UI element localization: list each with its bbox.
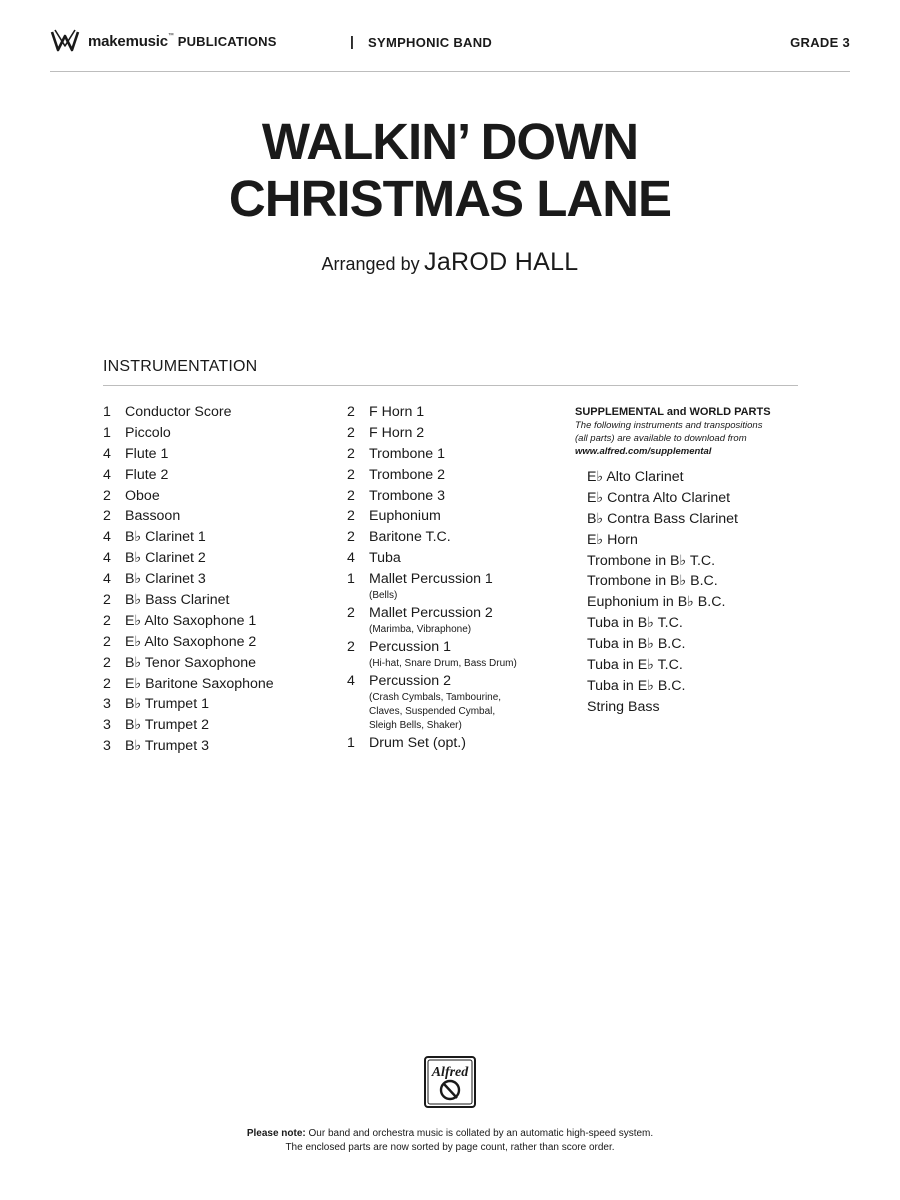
- instrument-name: B♭ Clarinet 2: [125, 550, 206, 567]
- supplemental-item: Trombone in B♭ T.C.: [587, 552, 716, 569]
- header-separator: |: [350, 33, 354, 49]
- supplemental-item: Euphonium in B♭ B.C.: [587, 594, 726, 611]
- instrument-quantity: 4: [103, 550, 111, 567]
- instrument-quantity: 1: [347, 571, 355, 588]
- note-line-1: Our band and orchestra music is collated by an automatic high-speed system.: [308, 1128, 654, 1139]
- instrument-row: [103, 676, 274, 693]
- instrument-name: Tuba: [369, 550, 401, 567]
- instrument-row: [103, 529, 274, 546]
- instrument-quantity: 2: [347, 466, 355, 483]
- page-title: [0, 113, 900, 227]
- instrument-row: [103, 738, 274, 755]
- supplemental-item: E♭ Horn: [587, 531, 638, 548]
- instrument-row: [103, 404, 274, 421]
- instrument-row: [347, 639, 517, 671]
- instrument-row: [103, 550, 274, 567]
- instrument-row: [103, 634, 274, 651]
- instrument-row: [347, 605, 517, 637]
- instrument-detail: (Crash Cymbals, Tambourine,: [369, 692, 502, 704]
- instrument-name: F Horn 1: [369, 404, 425, 420]
- instrument-row: [347, 404, 517, 421]
- instrument-row: [103, 488, 274, 505]
- instrument-row: [347, 529, 517, 546]
- supplemental-title: SUPPLEMENTAL and WORLD PARTS: [575, 406, 771, 418]
- instrument-quantity: 2: [347, 404, 355, 420]
- brand-name: makemusic™ PUBLICATIONS: [88, 33, 277, 50]
- instrument-quantity: 2: [103, 675, 111, 692]
- supplemental-url: www.alfred.com/supplemental: [575, 446, 712, 457]
- grade-label: GRADE 3: [790, 35, 850, 50]
- instrument-name: B♭ Trumpet 1: [125, 696, 209, 713]
- instrument-row: [347, 446, 517, 463]
- instrument-name: Piccolo: [125, 424, 171, 441]
- instrument-row: [347, 571, 517, 603]
- supplemental-item: E♭ Contra Alto Clarinet: [587, 489, 731, 506]
- supplemental-list: [587, 469, 738, 720]
- instrument-name: E♭ Alto Saxophone 1: [125, 612, 257, 629]
- title-line-1: WALKIN’ DOWN: [261, 113, 639, 170]
- collation-note: [0, 1127, 900, 1154]
- instrument-quantity: 3: [103, 738, 111, 755]
- instrument-name: Mallet Percussion 1: [369, 571, 493, 588]
- arranger-credit: [0, 248, 900, 277]
- supplemental-item: String Bass: [587, 698, 660, 715]
- instrument-quantity: 4: [347, 550, 355, 567]
- instrument-quantity: 3: [103, 717, 111, 734]
- supplemental-item: Tuba in B♭ T.C.: [587, 615, 683, 632]
- instrument-quantity: 2: [347, 605, 355, 622]
- instrument-quantity: 2: [103, 487, 111, 504]
- instrument-name: Drum Set (opt.): [369, 735, 466, 752]
- supplemental-item: Tuba in B♭ B.C.: [587, 636, 686, 653]
- instrument-quantity: 3: [103, 696, 111, 713]
- instrument-row: [347, 425, 517, 442]
- instrument-quantity: 2: [103, 654, 111, 671]
- instrument-row: [103, 696, 274, 713]
- note-line-2: The enclosed parts are now sorted by page count, rather than score order.: [285, 1141, 615, 1153]
- instrument-quantity: 2: [347, 639, 355, 656]
- instrument-row: [347, 488, 517, 505]
- series-label: SYMPHONIC BAND: [368, 35, 493, 50]
- instrument-quantity: 1: [103, 424, 111, 441]
- instrument-row: [103, 655, 274, 672]
- arranged-by-label: Arranged by: [321, 254, 420, 274]
- instrument-name: E♭ Alto Saxophone 2: [125, 633, 257, 650]
- title-line-2: CHRISTMAS LANE: [228, 170, 672, 227]
- instrument-name: Trombone 1: [369, 445, 445, 462]
- instrument-quantity: 2: [103, 612, 111, 629]
- supplemental-desc-line-2: (all parts) are available to download from: [575, 433, 747, 444]
- alfred-logo-text: Alfred: [431, 1065, 469, 1080]
- instrument-quantity: 4: [103, 529, 111, 546]
- instrument-quantity: 2: [347, 424, 355, 441]
- instrument-detail: Claves, Suspended Cymbal,: [369, 706, 496, 718]
- instrument-name: Conductor Score: [125, 404, 232, 420]
- instrument-row: [103, 717, 274, 734]
- instrument-name: Oboe: [125, 487, 160, 504]
- instrument-name: Baritone T.C.: [369, 529, 451, 546]
- instrument-list-column-1: [103, 404, 274, 759]
- instrument-name: Flute 2: [125, 466, 169, 483]
- makemusic-logo-icon: [50, 26, 80, 56]
- instrument-row: [347, 673, 517, 733]
- instrument-name: F Horn 2: [369, 424, 425, 441]
- instrument-name: B♭ Bass Clarinet: [125, 592, 230, 609]
- page-header: [50, 26, 850, 58]
- supplemental-item: Tuba in E♭ T.C.: [587, 657, 683, 674]
- instrument-row: [347, 735, 517, 752]
- instrument-row: [103, 592, 274, 609]
- instrument-name: B♭ Clarinet 3: [125, 571, 206, 588]
- instrument-name: Trombone 3: [369, 487, 445, 504]
- header-divider: [50, 71, 850, 72]
- instrument-quantity: 2: [103, 508, 111, 525]
- instrument-quantity: 2: [347, 529, 355, 546]
- instrument-name: Trombone 2: [369, 466, 445, 483]
- instrument-quantity: 2: [347, 508, 355, 525]
- instrument-quantity: 2: [103, 633, 111, 650]
- instrument-quantity: 2: [103, 592, 111, 609]
- instrument-row: [103, 613, 274, 630]
- instrument-name: Percussion 2: [369, 673, 452, 690]
- instrument-detail: (Hi-hat, Snare Drum, Bass Drum): [369, 658, 517, 670]
- instrument-name: B♭ Trumpet 2: [125, 717, 209, 734]
- instrument-quantity: 1: [103, 404, 111, 420]
- instrument-row: [347, 508, 517, 525]
- instrument-name: Bassoon: [125, 508, 181, 525]
- instrument-quantity: 4: [347, 673, 355, 690]
- instrument-quantity: 1: [347, 735, 355, 752]
- instrument-quantity: 4: [103, 571, 111, 588]
- instrumentation-heading: INSTRUMENTATION: [103, 358, 258, 375]
- instrument-name: B♭ Clarinet 1: [125, 529, 206, 546]
- instrument-quantity: 2: [347, 487, 355, 504]
- supplemental-item: B♭ Contra Bass Clarinet: [587, 510, 738, 527]
- instrument-row: [103, 467, 274, 484]
- instrument-name: E♭ Baritone Saxophone: [125, 675, 274, 692]
- supplemental-item: E♭ Alto Clarinet: [587, 469, 684, 485]
- instrument-row: [103, 446, 274, 463]
- instrument-row: [347, 550, 517, 567]
- note-label: Please note:: [246, 1128, 306, 1139]
- instrument-quantity: 4: [103, 466, 111, 483]
- instrument-row: [347, 467, 517, 484]
- instrument-name: Flute 1: [125, 445, 169, 462]
- supplemental-item: Tuba in E♭ B.C.: [587, 677, 686, 694]
- alfred-logo-icon: [424, 1056, 476, 1108]
- instrument-detail: Sleigh Bells, Shaker): [369, 720, 462, 732]
- instrument-list-column-2: [347, 404, 517, 756]
- supplemental-parts: [575, 405, 815, 715]
- instrument-name: Percussion 1: [369, 639, 452, 656]
- instrument-name: B♭ Tenor Saxophone: [125, 654, 257, 671]
- supplemental-item: Trombone in B♭ B.C.: [587, 573, 718, 590]
- instrument-quantity: 4: [103, 445, 111, 462]
- instrument-row: [103, 425, 274, 442]
- instrument-name: B♭ Trumpet 3: [125, 738, 209, 755]
- instrument-row: [103, 508, 274, 525]
- instrumentation-divider: [103, 385, 798, 386]
- arranger-name: JaROD HALL: [424, 248, 579, 276]
- instrument-row: [103, 571, 274, 588]
- instrument-detail: (Bells): [369, 590, 398, 602]
- brand-division: PUBLICATIONS: [177, 34, 277, 49]
- instrument-quantity: 2: [347, 445, 355, 462]
- instrument-detail: (Marimba, Vibraphone): [369, 624, 472, 636]
- instrument-name: Mallet Percussion 2: [369, 605, 493, 622]
- instrument-name: Euphonium: [369, 508, 441, 525]
- supplemental-desc-line-1: The following instruments and transpositions: [575, 420, 763, 431]
